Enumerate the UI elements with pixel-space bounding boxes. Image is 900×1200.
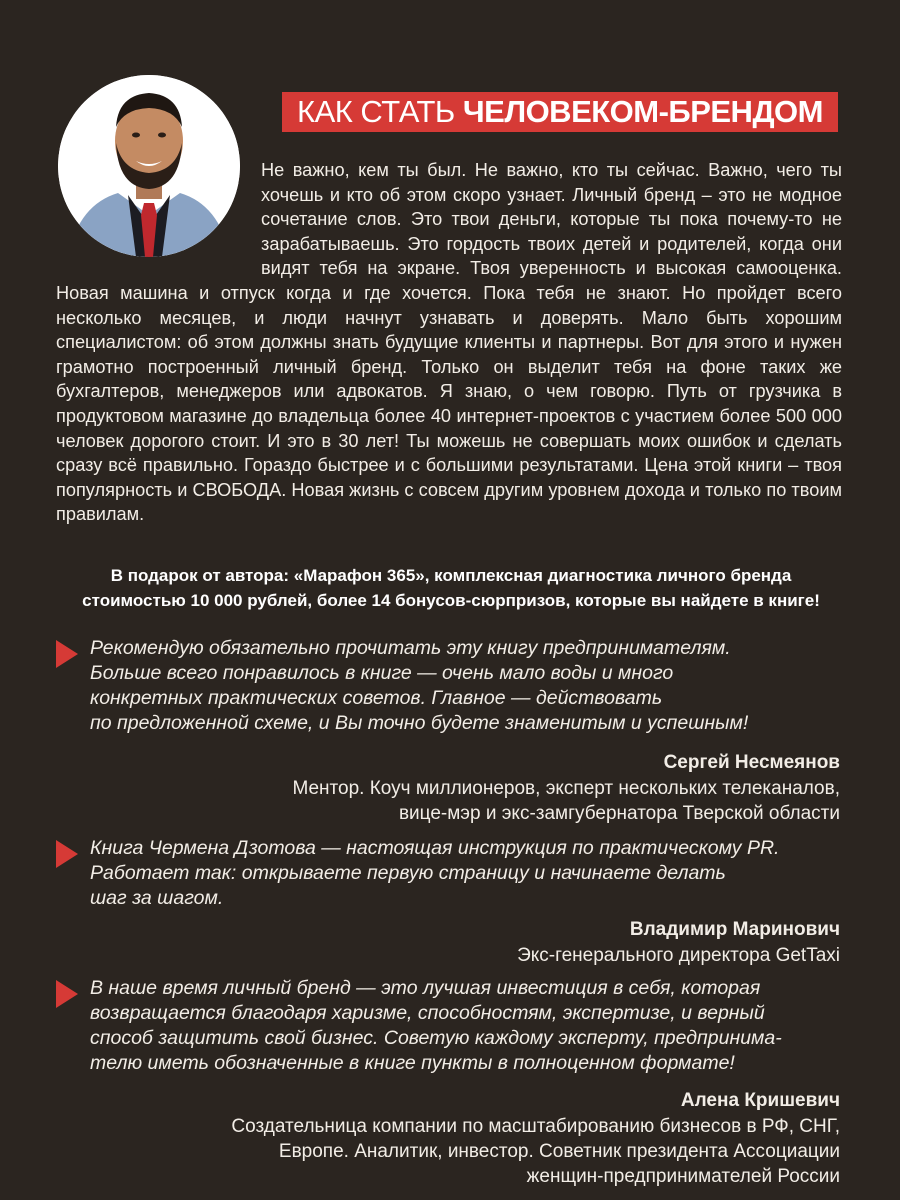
testimonial-line: шаг за шагом. [90,887,224,909]
testimonial-text [90,636,846,736]
testimonial-line: возвращается благодаря харизме, способностям, экспертизе, и верный [90,1002,765,1024]
gift-line-1: В подарок от автора: «Марафон 365», комплексная диагностика личного бренда [110,566,792,585]
photo-wrap-spacer [56,158,261,268]
intro-paragraph [56,158,842,527]
testimonial-line: В наше время личный бренд — это лучшая инвестиция в себя, которая [90,977,761,999]
testimonial-line: Больше всего понравилось в книге — очень мало воды и много [90,662,674,684]
testimonial-text [90,836,846,911]
role-line: женщин-предпринимателей России [526,1166,840,1187]
testimonial-role [56,776,846,826]
role-line: Создательница компании по масштабированию бизнесов в РФ, СНГ, [231,1116,840,1137]
testimonial-2 [56,836,846,968]
testimonial-line: Рекомендую обязательно прочитать эту книгу предпринимателям. [90,637,731,659]
testimonial-3 [56,976,846,1189]
quote-marker-icon [56,840,78,868]
testimonial-1 [56,636,846,826]
testimonial-line: Книга Чермена Дзотова — настоящая инструкция по практическому PR. [90,837,780,859]
role-line: вице-мэр и экс-замгубернатора Тверской области [398,803,840,824]
testimonial-line: конкретных практических советов. Главное — действовать [90,687,663,709]
title-bold: ЧЕЛОВЕКОМ-БРЕНДОМ [462,94,823,129]
testimonial-role [56,943,846,968]
testimonial-author: Алена Кришевич [680,1090,840,1111]
gift-note [56,563,846,613]
title-light: КАК СТАТЬ [297,94,463,129]
intro-text: Не важно, кем ты был. Не важно, кто ты сейчас. Важно, чего ты хочешь и кто об этом скоро узнает. Личный бренд – это не модное сочетание слов. Это твои деньги, которые ты пока почему-то не зарабатываешь. Это гордость твоих детей и родителей, когда они видят тебя на экране. Твоя уверенность и высокая самооценка. Новая машина и отпуск когда и где хочется. Пока тебя не знают. Но пройдет всего несколько месяцев, и люди начнут узнавать и доверять. Мало быть хорошим специалистом: об этом должны знать будущие клиенты и партнеры. Вот для этого и нужен грамотно построенный личный бренд. Только он выделит тебя на фоне таких же бухгалтеров, менеджеров или адвокатов. Я знаю, о чем говорю. Путь от грузчика в продуктовом магазине до владельца более 40 интернет-проектов с участием более 500 000 человек дорогого стоит. И это в 30 лет! Ты можешь не совершать моих ошибок и сделать сразу всё правильно. Гораздо быстрее и с большими результатами. Цена этой книги – твоя популярность и СВОБОДА. Новая жизнь с совсем другим уровнем дохода и только по твоим правилам. [56,160,842,525]
testimonial-author: Сергей Несмеянов [663,752,840,773]
title-banner [282,92,838,132]
gift-line-2: стоимостью 10 000 рублей, более 14 бонусов-сюрпризов, которые вы найдете в книге! [82,591,820,610]
testimonial-line: способ защитить свой бизнес. Советую каждому эксперту, предпринима- [90,1027,782,1049]
quote-marker-icon [56,640,78,668]
testimonial-line: по предложенной схеме, и Вы точно будете знаменитым и успешным! [90,712,749,734]
testimonial-role [56,1114,846,1189]
testimonial-line: телю иметь обозначенные в книге пункты в полноценном формате! [90,1052,735,1074]
testimonial-author: Владимир Маринович [629,919,840,940]
role-line: Экс-генерального директора GetTaxi [517,945,840,966]
testimonial-line: Работает так: открываете первую страницу и начинаете делать [90,862,726,884]
testimonial-text [90,976,846,1076]
role-line: Европе. Аналитик, инвестор. Советник президента Ассоциации [278,1141,840,1162]
role-line: Ментор. Коуч миллионеров, эксперт нескольких телеканалов, [292,778,840,799]
quote-marker-icon [56,980,78,1008]
